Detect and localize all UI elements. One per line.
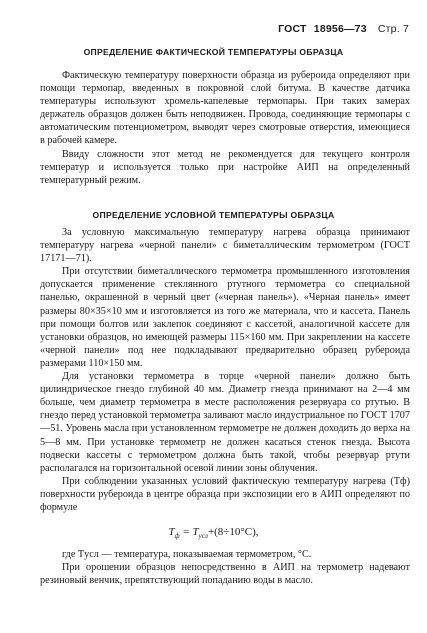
section-actual-temperature-body [40,69,410,187]
paragraph: При орошении образцов непосредственно в АИП на термометр надевают резиновый венчик, препятствующий попаданию воды в масло. [40,562,410,587]
paragraph: Фактическую температуру поверхности образца из рубероида определяют при помощи термопар, введенных в покровной слой битума. В качестве датчика температуры используют хромель-капелевые термопары. При таких замерах держатель образцов должен быть неподвижен. Провода, соединяющие термопары с автоматическим потенциометром, выводят через смотровые отверстия, имеющиеся в рабочей камере. [40,70,410,147]
section-conditional-temperature-body [40,226,410,514]
standard-label: ГОСТ [278,23,307,35]
formula-explanation: где Tусл — температура, показываемая термометром, °C. [62,549,312,560]
section-heading-conditional-temperature: ОПРЕДЕЛЕНИЕ УСЛОВНОЙ ТЕМПЕРАТУРЫ ОБРАЗЦА [92,210,335,220]
page-header [274,23,409,35]
page-number: Стр. 7 [377,23,409,35]
section-conditional-temperature-tail [40,548,410,587]
temperature-formula: $T_ф = T_{усл}+(8\div 10^\circ C)$, [168,526,259,541]
section-heading-actual-temperature: ОПРЕДЕЛЕНИЕ ФАКТИЧЕСКОЙ ТЕМПЕРАТУРЫ ОБРАЗЦА [83,47,344,57]
paragraph: За условную максимальную температуру нагрева образца принимают температуру нагрева «черной панели» с биметаллическим термометром (ГОСТ 17171—71). [40,227,410,265]
paragraph: При отсутствии биметаллического термометра промышленного изготовления допускается применение стеклянного ртутного термометра со специальной панелью, окрашенной в черный цвет («черная панель»). «Черная панель» имеет размеры 80×35×10 мм и изготовляется из того же материала, что и кассета. Панель при помощи болтов или заклепок соединяют с кассетой, аналогичной кассете для установки образцов, но имеющей размеры 115×160 мм. При закреплении на кассете «черной панели» под нее подкладывают предварительно образец рубероида размерами 110×150 мм. [40,266,410,369]
standard-number: 18956—73 [313,23,367,35]
paragraph: Для установки термометра в торце «черной панели» должно быть цилиндрическое гнездо глубиной 40 мм. Диаметр гнезда принимают на 2—4 мм больше, чем диаметр термометра в месте расположения резервуара со ртутью. В гнездо перед установкой термометра заливают масло индустриальное по ГОСТ 1707—51. Уровень масла при установленном термометре не должен доходить до верха на 5—8 мм. При установке термометр не должен касаться стенок гнезда. Высота подвески кассеты с термометром должна быть такой, чтобы резервуар ртути располагался на горизонтальной осевой линии зоны облучения. [40,371,410,474]
paragraph: Ввиду сложности этот метод не рекомендуется для текущего контроля температур и используется только при настройке АИП на определенный температурный режим. [40,148,410,186]
paragraph: При соблюдении указанных условий фактическую температуру нагрева (Тф) поверхности рубероида в центре образца при экспозиции его в АИП определяют по формуле [40,475,410,513]
